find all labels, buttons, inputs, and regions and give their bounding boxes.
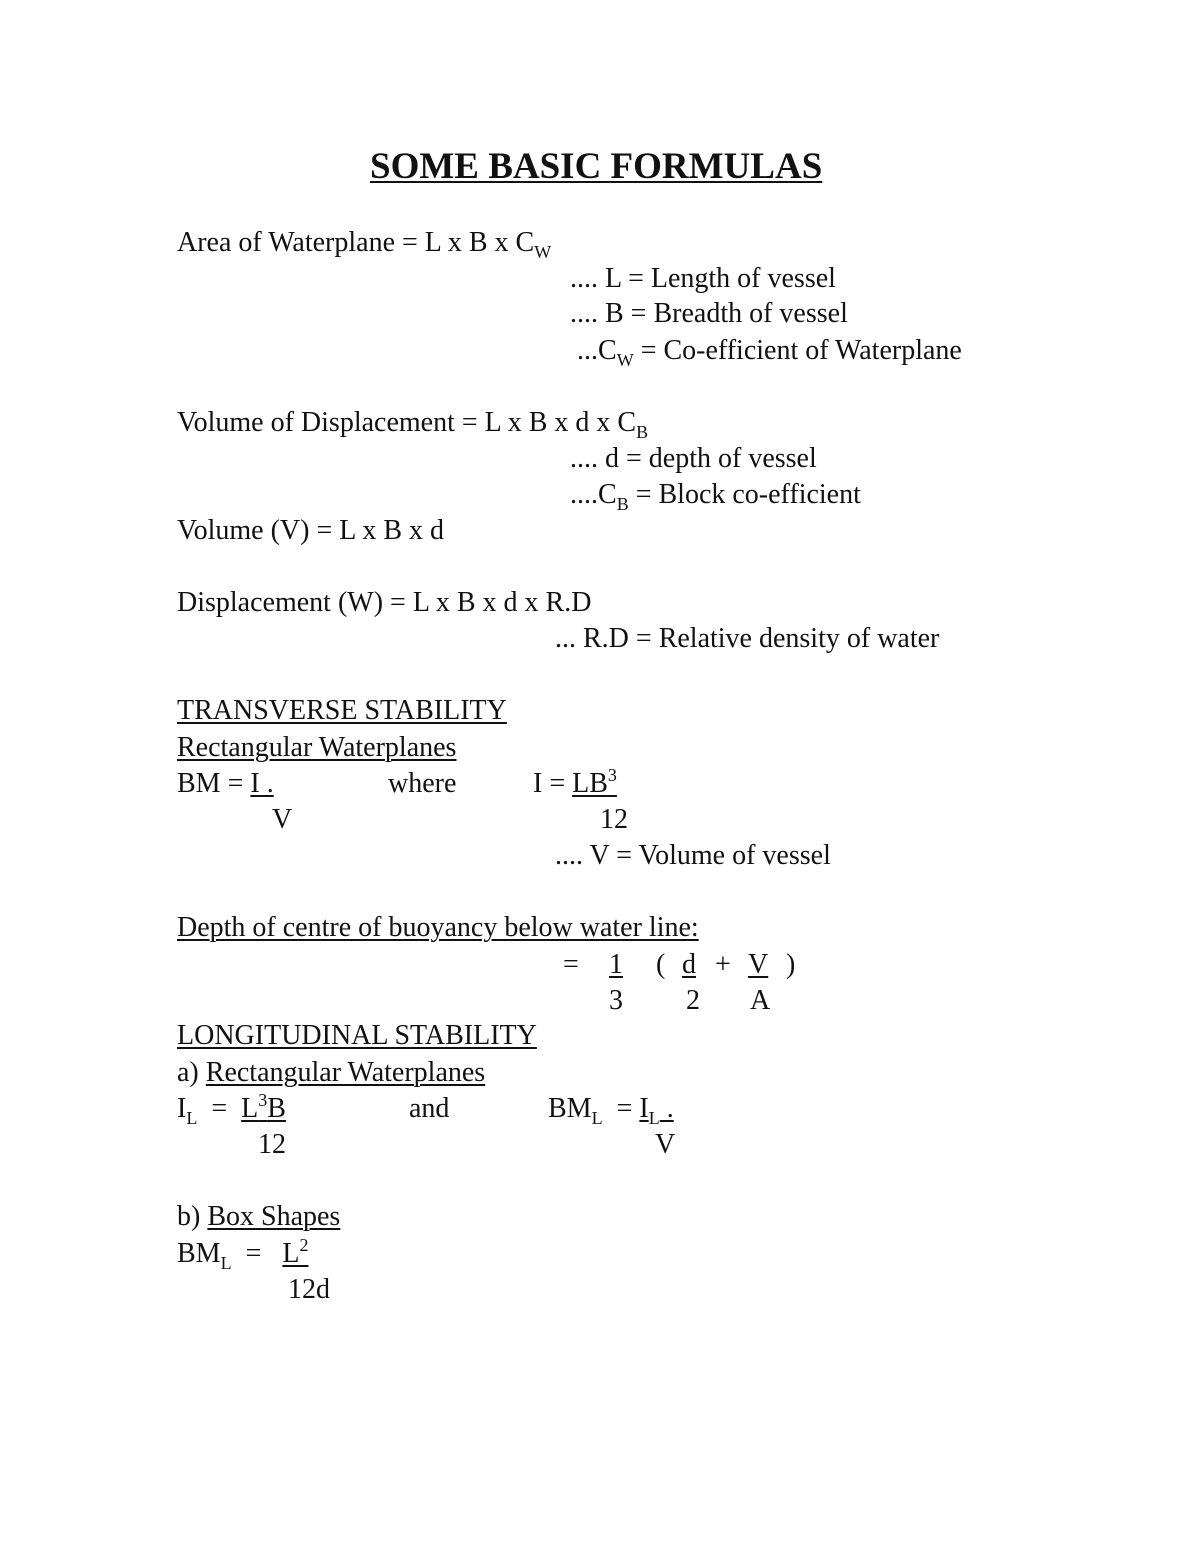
- longitudinal-heading: LONGITUDINAL STABILITY: [177, 1020, 537, 1051]
- page-title: SOME BASIC FORMULAS: [370, 146, 823, 187]
- buoyancy-d: d: [682, 949, 696, 980]
- bm-denominator: V: [272, 804, 293, 835]
- volume-formula: Volume (V) = L x B x d: [177, 515, 444, 546]
- longitudinal-a-heading: a) Rectangular Waterplanes: [177, 1057, 486, 1088]
- longitudinal-b-heading: b) Box Shapes: [177, 1201, 341, 1232]
- buoyancy-equals: =: [563, 949, 579, 980]
- def-depth: .... d = depth of vessel: [570, 443, 817, 474]
- buoyancy-a: A: [750, 985, 771, 1016]
- i-denominator: 12: [600, 804, 628, 835]
- def-volume: .... V = Volume of vessel: [555, 840, 831, 871]
- volume-displacement-formula: Volume of Displacement = L x B x d x $C_B$: [177, 407, 649, 442]
- def-length: .... L = Length of vessel: [570, 263, 836, 294]
- buoyancy-open-paren: (: [656, 949, 666, 980]
- bml-formula: $BM_L = I_L$ .: [548, 1093, 674, 1128]
- buoyancy-v: V: [748, 949, 769, 980]
- waterplane-formula: Area of Waterplane = L x B x $C_W$: [177, 227, 552, 262]
- def-cb: $....C_B$ = Block co-efficient: [570, 479, 861, 514]
- def-relative-density: ... R.D = Relative density of water: [555, 623, 940, 654]
- buoyancy-three: 3: [609, 985, 623, 1016]
- buoyancy-heading: Depth of centre of buoyancy below water line:: [177, 912, 699, 943]
- il-denominator: 12: [258, 1129, 286, 1160]
- box-bml-formula: $BM_L = L^2$: [177, 1235, 309, 1273]
- transverse-heading: TRANSVERSE STABILITY: [177, 695, 507, 726]
- i-formula: $I = LB^3$: [533, 765, 617, 799]
- buoyancy-one: 1: [609, 949, 623, 980]
- def-breadth: .... B = Breadth of vessel: [570, 298, 848, 329]
- and-label: and: [409, 1093, 450, 1124]
- def-cw: $...C_W$ = Co-efficient of Waterplane: [577, 335, 962, 370]
- bm-formula: BM = I .: [177, 768, 274, 799]
- displacement-formula: Displacement (W) = L x B x d x R.D: [177, 587, 592, 618]
- box-bml-denominator: 12d: [288, 1274, 330, 1305]
- buoyancy-two: 2: [686, 985, 700, 1016]
- buoyancy-close-paren: ): [786, 949, 796, 980]
- where-label: where: [388, 768, 457, 799]
- buoyancy-plus: +: [715, 949, 731, 980]
- transverse-subheading: Rectangular Waterplanes: [177, 732, 457, 763]
- il-formula: $I_L = L^3B$: [177, 1090, 286, 1128]
- bml-denominator: V: [655, 1129, 676, 1160]
